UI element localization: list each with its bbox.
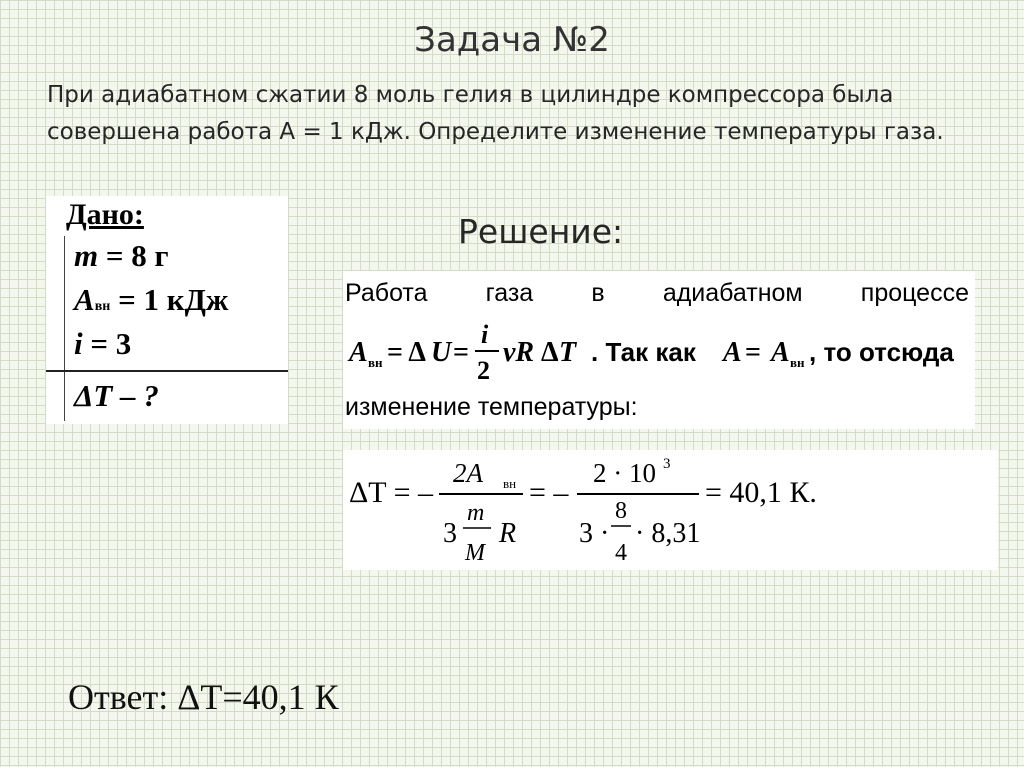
svg-text:A: A [771, 337, 790, 368]
formula-den1-R: R [499, 518, 517, 549]
given-dof [74, 326, 131, 362]
formula-dt: ΔT = – [349, 476, 433, 509]
solution-text-box [343, 271, 975, 429]
formula-den2-8: 8 [615, 498, 627, 524]
given-find: ΔT – ? [74, 378, 159, 413]
formula-num1: 2A [453, 458, 483, 488]
slide-title: Задача №2 [414, 20, 610, 60]
solution-heading: Решение: [458, 212, 624, 251]
answer-value: ΔT=40,1 К [177, 677, 339, 717]
answer-label: Ответ: [68, 677, 169, 717]
formula-den1-M: M [465, 540, 485, 566]
text-since: . Так как [591, 337, 696, 367]
svg-text:Δ: Δ [541, 337, 559, 368]
svg-text:=: = [745, 337, 761, 368]
formula-den2-3: 3 · [579, 518, 610, 549]
given-box [46, 196, 288, 424]
word-2: газа [485, 279, 534, 307]
work-symbol: A [74, 282, 95, 317]
svg-text:= Δ: = Δ [387, 337, 426, 368]
formula-box [343, 450, 998, 570]
formula-num2: 2 · 10 [593, 458, 656, 488]
svg-text:вн: вн [368, 355, 383, 370]
svg-text:T: T [559, 337, 577, 368]
svg-text:νR: νR [503, 337, 535, 368]
svg-text:вн: вн [790, 355, 805, 370]
given-divider [46, 370, 288, 372]
formula-den2-r: · 8,31 [635, 518, 701, 549]
mass-symbol: m [74, 238, 99, 273]
dof-value: = 3 [90, 326, 132, 361]
word-3: в [591, 279, 605, 307]
solution-line-3: изменение температуры: [345, 393, 638, 421]
word-4: адиабатном [662, 279, 803, 307]
svg-text:A: A [723, 337, 742, 368]
formula-den1-m: m [467, 500, 485, 526]
adiabatic-formula [347, 317, 971, 385]
given-work [74, 282, 228, 318]
final-formula [343, 450, 998, 570]
given-vertical-line [64, 236, 65, 421]
svg-text:2: 2 [477, 356, 490, 385]
solution-line-1 [345, 279, 969, 308]
formula-num2-exp: 3 [663, 456, 671, 472]
word-5: процессе [860, 279, 969, 307]
text-hence: , то отсюда [809, 337, 954, 367]
problem-statement: При адиабатном сжатии 8 моль гелия в цилиндре компрессора была совершена работа А = 1 кДж. Определите изменение температуры газа. [47, 82, 944, 145]
svg-text:A: A [349, 337, 368, 368]
svg-text:=: = [453, 337, 469, 368]
work-value: = 1 кДж [118, 282, 229, 317]
formula-den1-3: 3 [443, 518, 457, 549]
formula-den2-4: 4 [615, 540, 627, 566]
given-mass [74, 238, 169, 274]
svg-text:U: U [431, 337, 452, 368]
formula-result: = 40,1 К. [705, 476, 817, 509]
svg-text:i: i [481, 320, 489, 349]
work-subscript: вн [94, 299, 111, 314]
answer [68, 676, 339, 718]
solution-line-2 [347, 317, 971, 385]
given-heading: Дано: [66, 198, 144, 231]
dof-symbol: i [74, 326, 83, 361]
word-1: Работа [345, 279, 428, 307]
formula-num1-sub: вн [503, 476, 517, 491]
formula-eq2: = – [529, 476, 569, 509]
mass-value: = 8 г [105, 238, 169, 273]
